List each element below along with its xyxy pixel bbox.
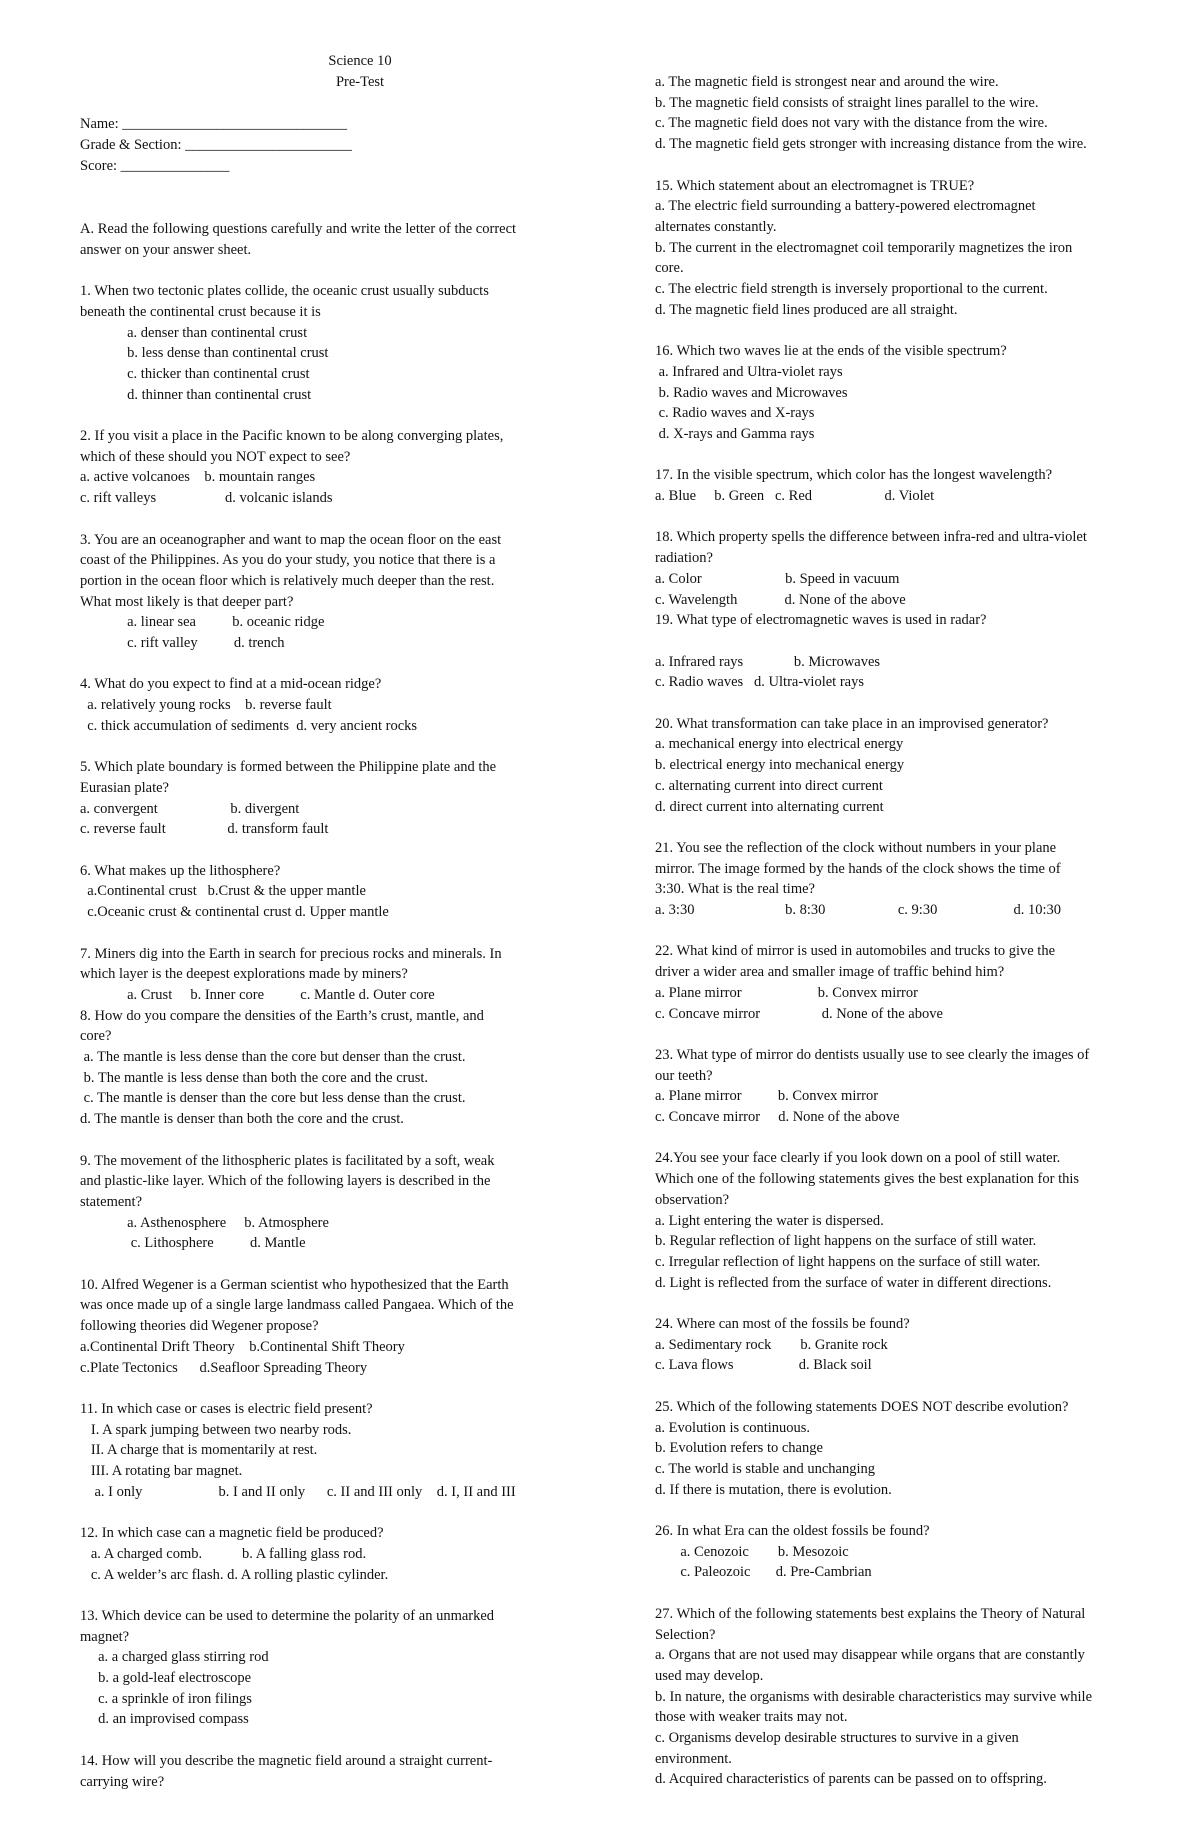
- question-text-line: c. thick accumulation of sediments d. very ancient rocks: [80, 717, 418, 734]
- question-text-line: 9. The movement of the lithospheric plates is facilitated by a soft, weak: [80, 1152, 495, 1169]
- question-text-line: following theories did Wegener propose?: [80, 1318, 319, 1335]
- question-text-line: a. The mantle is less dense than the core but denser than the crust.: [80, 1049, 466, 1065]
- question-text-line: Selection?: [655, 1626, 716, 1643]
- question-text-line: a. a charged glass stirring rod: [80, 1649, 269, 1666]
- question-text-line: d. The magnetic field lines produced are all straight.: [655, 301, 958, 318]
- question-text-line: 10. Alfred Wegener is a German scientist who hypothesized that the Earth: [80, 1276, 509, 1293]
- question-text-line: coast of the Philippines. As you do your study, you notice that there is a: [80, 552, 496, 569]
- question-text-line: a. denser than continental crust: [80, 324, 308, 341]
- question-text-line: a. convergent b. divergent: [80, 800, 300, 817]
- question-text-line: a. Light entering the water is dispersed.: [655, 1212, 884, 1229]
- grade-section-field[interactable]: Grade & Section: _______________________: [80, 137, 352, 153]
- question-text-line: 3:30. What is the real time?: [655, 881, 815, 898]
- question-text-line: and plastic-like layer. Which of the following layers is described in the: [80, 1173, 491, 1190]
- question-text-line: c. Lava flows d. Black soil: [655, 1357, 872, 1374]
- question-text-line: 16. Which two waves lie at the ends of the visible spectrum?: [655, 343, 1007, 360]
- question-text-line: 18. Which property spells the difference between infra-red and ultra-violet: [655, 529, 1087, 546]
- question-text-line: b. Radio waves and Microwaves: [655, 384, 848, 401]
- question-text-line: 24.You see your face clearly if you look down on a pool of still water.: [655, 1150, 1061, 1167]
- question-text-line: Which one of the following statements gives the best explanation for this: [655, 1171, 1080, 1188]
- question-text-line: those with weaker traits may not.: [655, 1709, 848, 1726]
- question-text-line: 13. Which device can be used to determine the polarity of an unmarked: [80, 1607, 495, 1624]
- question-text-line: alternates constantly.: [655, 218, 777, 235]
- question-text-line: driver a wider area and smaller image of traffic behind him?: [655, 964, 1005, 981]
- question-text-line: c. Radio waves d. Ultra-violet rays: [655, 674, 864, 691]
- question-text-line: a. Infrared and Ultra-violet rays: [655, 363, 843, 380]
- question-text-line: I. A spark jumping between two nearby rods.: [80, 1421, 352, 1438]
- question-text-line: a.Continental crust b.Crust & the upper mantle: [80, 883, 366, 900]
- question-text-line: c. Concave mirror d. None of the above: [655, 1005, 943, 1022]
- question-text-line: a. Asthenosphere b. Atmosphere: [80, 1214, 329, 1231]
- question-text-line: which of these should you NOT expect to see?: [80, 448, 351, 465]
- question-text-line: d. If there is mutation, there is evolution.: [655, 1481, 892, 1498]
- question-text-line: a.Continental Drift Theory b.Continental Shift Theory: [80, 1338, 405, 1355]
- question-text-line: a. Cenozoic b. Mesozoic: [655, 1543, 849, 1560]
- test-title: Pre-Test: [335, 74, 385, 90]
- question-text-line: 3. You are an oceanographer and want to map the ocean floor on the east: [80, 531, 502, 548]
- question-text-line: carrying wire?: [80, 1773, 165, 1790]
- question-text-line: c. Organisms develop desirable structures to survive in a given: [655, 1730, 1019, 1746]
- question-text-line: b. The mantle is less dense than both the core and the crust.: [80, 1069, 429, 1086]
- question-text-line: c.Oceanic crust & continental crust d. Upper mantle: [80, 904, 389, 921]
- question-text-line: c. A welder’s arc flash. d. A rolling plastic cylinder.: [80, 1566, 389, 1583]
- question-text-line: 24. Where can most of the fossils be found?: [655, 1316, 910, 1332]
- question-text-line: a. active volcanoes b. mountain ranges: [80, 469, 316, 486]
- question-text-line: c. Wavelength d. None of the above: [655, 591, 906, 608]
- question-text-line: c. thicker than continental crust: [80, 365, 310, 382]
- question-text-line: a. Color b. Speed in vacuum: [655, 570, 900, 587]
- question-text-line: used may develop.: [655, 1667, 764, 1684]
- question-text-line: a. I only b. I and II only c. II and III only d. I, II and III: [80, 1483, 516, 1500]
- question-text-line: c.Plate Tectonics d.Seafloor Spreading Theory: [80, 1359, 368, 1376]
- question-text-line: b. The magnetic field consists of straight lines parallel to the wire.: [655, 94, 1039, 111]
- score-field[interactable]: Score: _______________: [80, 158, 230, 174]
- question-text-line: c. a sprinkle of iron filings: [80, 1690, 252, 1707]
- question-text-line: 7. Miners dig into the Earth in search for precious rocks and minerals. In: [80, 945, 502, 962]
- question-text-line: 22. What kind of mirror is used in automobiles and trucks to give the: [655, 943, 1056, 960]
- question-text-line: a. The magnetic field is strongest near and around the wire.: [655, 74, 999, 90]
- question-text-line: c. rift valleys d. volcanic islands: [80, 490, 333, 507]
- question-text-line: 20. What transformation can take place in an improvised generator?: [655, 715, 1049, 732]
- question-text-line: a. Sedimentary rock b. Granite rock: [655, 1336, 888, 1353]
- question-text-line: 11. In which case or cases is electric field present?: [80, 1400, 373, 1417]
- name-field[interactable]: Name: _______________________________: [80, 116, 348, 132]
- question-text-line: a. Plane mirror b. Convex mirror: [655, 1088, 879, 1105]
- question-text-line: d. direct current into alternating current: [655, 798, 884, 815]
- question-text-line: Eurasian plate?: [80, 779, 169, 796]
- question-text-line: answer on your answer sheet.: [80, 241, 252, 258]
- question-text-line: 2. If you visit a place in the Pacific known to be along converging plates,: [80, 428, 504, 444]
- question-text-line: II. A charge that is momentarily at rest.: [80, 1442, 318, 1459]
- question-text-line: 27. Which of the following statements best explains the Theory of Natural: [655, 1605, 1086, 1622]
- question-text-line: c. Paleozoic d. Pre-Cambrian: [655, 1564, 872, 1581]
- question-text-line: beneath the continental crust because it is: [80, 303, 321, 320]
- question-text-line: 4. What do you expect to find at a mid-ocean ridge?: [80, 676, 382, 693]
- question-text-line: d. The mantle is denser than both the core and the crust.: [80, 1111, 404, 1128]
- question-text-line: b. electrical energy into mechanical energy: [655, 757, 905, 774]
- subject-title: Science 10: [328, 53, 392, 69]
- question-text-line: c. The mantle is denser than the core but less dense than the crust.: [80, 1090, 466, 1107]
- question-text-line: b. Evolution refers to change: [655, 1440, 823, 1457]
- question-text-line: our teeth?: [655, 1067, 713, 1084]
- question-text-line: c. alternating current into direct current: [655, 777, 883, 794]
- question-text-line: d. The magnetic field gets stronger with increasing distance from the wire.: [655, 136, 1087, 153]
- question-text-line: 21. You see the reflection of the clock without numbers in your plane: [655, 839, 1057, 856]
- question-text-line: a. A charged comb. b. A falling glass rod.: [80, 1545, 367, 1562]
- question-text-line: a. 3:30 b. 8:30 c. 9:30 d. 10:30: [655, 902, 1061, 918]
- question-text-line: III. A rotating bar magnet.: [80, 1463, 243, 1479]
- question-text-line: a. Plane mirror b. Convex mirror: [655, 984, 918, 1001]
- question-text-line: A. Read the following questions carefully and write the letter of the correct: [80, 221, 517, 237]
- question-text-line: core.: [655, 260, 684, 277]
- question-text-line: mirror. The image formed by the hands of the clock shows the time of: [655, 860, 1061, 877]
- question-text-line: b. Regular reflection of light happens on the surface of still water.: [655, 1233, 1037, 1250]
- question-text-line: c. Lithosphere d. Mantle: [80, 1235, 306, 1252]
- question-text-line: a. Crust b. Inner core c. Mantle d. Outer core: [80, 986, 435, 1003]
- question-text-line: portion in the ocean floor which is relatively much deeper than the rest.: [80, 572, 495, 589]
- question-text-line: d. an improvised compass: [80, 1711, 249, 1728]
- question-text-line: c. The magnetic field does not vary with the distance from the wire.: [655, 115, 1048, 132]
- question-text-line: a. Evolution is continuous.: [655, 1419, 811, 1436]
- question-text-line: d. Acquired characteristics of parents can be passed on to offspring.: [655, 1771, 1047, 1788]
- question-text-line: a. The electric field surrounding a battery-powered electromagnet: [655, 198, 1036, 215]
- question-text-line: a. Blue b. Green c. Red d. Violet: [655, 488, 935, 504]
- question-text-line: 1. When two tectonic plates collide, the oceanic crust usually subducts: [80, 283, 489, 300]
- question-text-line: which layer is the deepest explorations made by miners?: [80, 966, 408, 983]
- question-text-line: a. linear sea b. oceanic ridge: [80, 614, 325, 631]
- question-text-line: b. a gold-leaf electroscope: [80, 1670, 252, 1686]
- question-text-line: 17. In the visible spectrum, which color has the longest wavelength?: [655, 467, 1053, 484]
- question-text-line: 5. Which plate boundary is formed between the Philippine plate and the: [80, 759, 497, 776]
- question-text-line: a. Organs that are not used may disappear while organs that are constantly: [655, 1647, 1085, 1664]
- question-text-line: 12. In which case can a magnetic field be produced?: [80, 1525, 384, 1542]
- question-text-line: c. The world is stable and unchanging: [655, 1460, 875, 1477]
- question-text-line: c. reverse fault d. transform fault: [80, 821, 329, 838]
- question-text-line: c. Concave mirror d. None of the above: [655, 1109, 900, 1125]
- question-text-line: observation?: [655, 1191, 730, 1208]
- question-text-line: c. rift valley d. trench: [80, 635, 285, 651]
- question-text-line: environment.: [655, 1750, 732, 1767]
- question-text-line: 26. In what Era can the oldest fossils be found?: [655, 1523, 930, 1539]
- question-text-line: 6. What makes up the lithosphere?: [80, 862, 281, 879]
- question-text-line: a. Infrared rays b. Microwaves: [655, 653, 881, 670]
- question-text-line: 23. What type of mirror do dentists usually use to see clearly the images of: [655, 1046, 1090, 1063]
- question-text-line: b. In nature, the organisms with desirable characteristics may survive while: [655, 1688, 1093, 1705]
- question-text-line: statement?: [80, 1193, 143, 1210]
- question-text-line: 25. Which of the following statements DOES NOT describe evolution?: [655, 1398, 1069, 1415]
- question-text-line: 14. How will you describe the magnetic field around a straight current-: [80, 1752, 493, 1769]
- question-text-line: c. Irregular reflection of light happens on the surface of still water.: [655, 1253, 1041, 1270]
- question-text-line: 19. What type of electromagnetic waves is used in radar?: [655, 612, 987, 629]
- question-text-line: radiation?: [655, 550, 713, 567]
- question-text-line: What most likely is that deeper part?: [80, 593, 294, 610]
- question-text-line: core?: [80, 1028, 112, 1045]
- question-text-line: 15. Which statement about an electromagnet is TRUE?: [655, 177, 975, 194]
- question-text-line: a. relatively young rocks b. reverse fault: [80, 697, 332, 714]
- question-text-line: magnet?: [80, 1628, 130, 1645]
- question-text-line: a. mechanical energy into electrical energy: [655, 736, 904, 753]
- question-text-line: 8. How do you compare the densities of the Earth’s crust, mantle, and: [80, 1007, 484, 1024]
- question-text-line: d. X-rays and Gamma rays: [655, 425, 815, 442]
- question-text-line: c. Radio waves and X-rays: [655, 405, 815, 422]
- question-text-line: d. Light is reflected from the surface of water in different directions.: [655, 1274, 1052, 1291]
- question-text-line: b. less dense than continental crust: [80, 345, 329, 362]
- question-text-line: c. The electric field strength is inversely proportional to the current.: [655, 281, 1048, 297]
- question-text-line: d. thinner than continental crust: [80, 386, 312, 403]
- question-text-line: was once made up of a single large landmass called Pangaea. Which of the: [80, 1297, 514, 1314]
- question-text-line: b. The current in the electromagnet coil temporarily magnetizes the iron: [655, 239, 1073, 256]
